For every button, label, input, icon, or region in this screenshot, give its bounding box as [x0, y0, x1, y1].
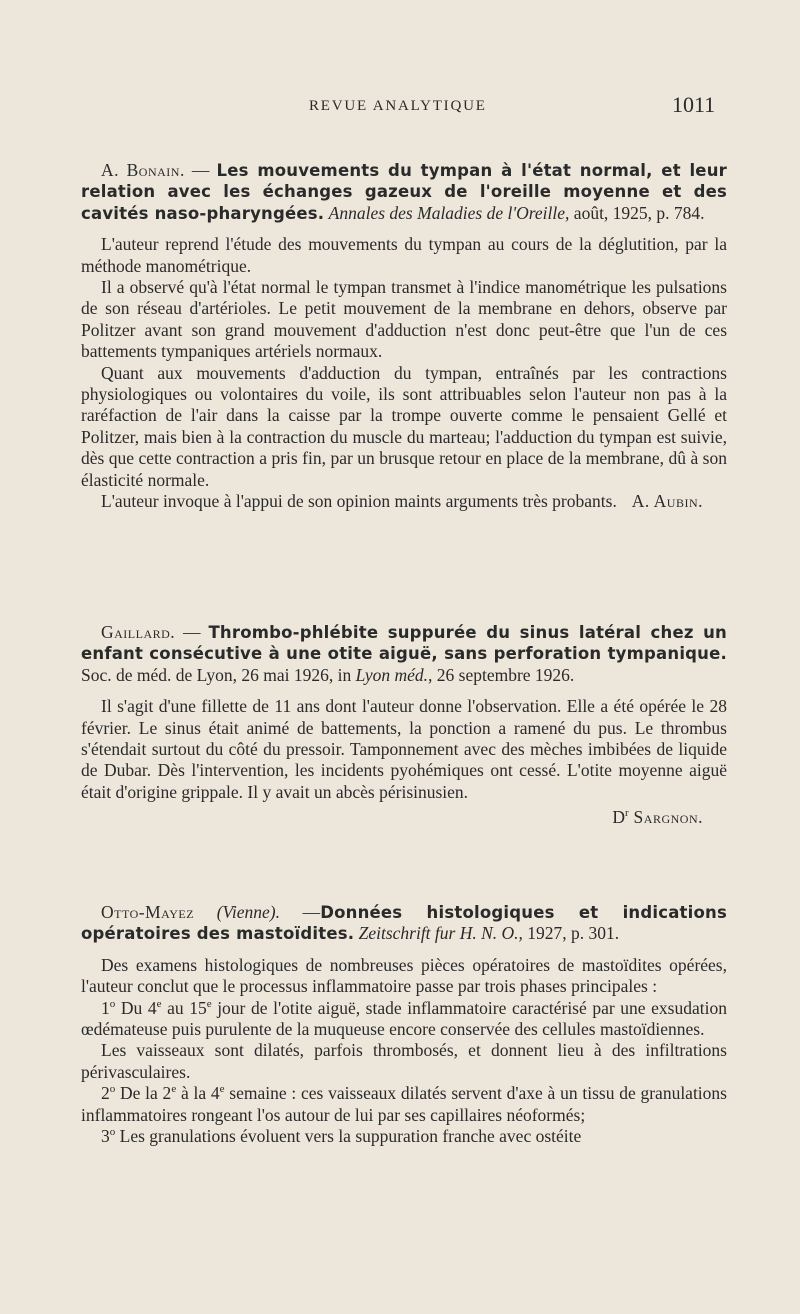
citation: 1927, p. 301.: [522, 923, 620, 944]
article-title: Thrombo-phlébite suppurée du sinus latéral chez un enfant consécutive à une otite aiguë, sans perforation tympanique.: [81, 623, 728, 664]
reviewer-signature: $D^r$ Sargnon.: [612, 807, 703, 828]
paragraph: Il s'agit d'une fillette de 11 ans dont l'auteur donne l'observation. Elle a été opérée le 28 février. Le sinus était animé de battements, la ponction a ramené du pus. Le thrombus s'étendait surtout du côté du pressoir. Tamponnement avec des mèches imbibées de liquide de Dubar. Dès l'intervention, les incidents pyohémiques ont cessé. L'otite moyenne aiguë était d'origine grippale. Il y avait un abcès périsinusien.: [81, 696, 727, 802]
article-heading: [81, 160, 727, 224]
running-title: REVUE ANALYTIQUE: [309, 98, 487, 114]
paragraph: Il a observé qu'à l'état normal le tympan transmet à l'indice manométrique les pulsations de son réseau d'artérioles. Le petit mouvement de la membrane en dehors, observe par Politzer avant son grand mouvement d'adduction n'est donc peut-être que l'un de ces battements tympaniques artériels normaux.: [81, 277, 727, 362]
article-title: Données histologiques et indications opératoires des mastoïdites.: [81, 903, 727, 944]
running-head: [0, 92, 800, 122]
article-author: Gaillard.: [101, 622, 176, 642]
journal-name: Annales des Maladies de l'Oreille,: [328, 202, 570, 223]
citation: août, 1925, p. 784.: [569, 202, 705, 223]
heading-separator: —: [175, 622, 209, 642]
article-author: A. Bonain.: [101, 160, 185, 180]
citation-end: 26 septembre 1926.: [432, 664, 575, 685]
page-number: 1011: [672, 92, 716, 117]
review-article-otto-mayez: [81, 902, 727, 1147]
heading-separator: —: [280, 902, 321, 922]
article-title: Les mouvements du tympan à l'état normal, et leur relation avec les échanges gazeux de l'oreille moyenne et des cavités naso-pharyngées.: [81, 161, 727, 223]
author-place: (Vienne).: [194, 902, 281, 922]
paragraph: L'auteur reprend l'étude des mouvements du tympan au cours de la déglutition, par la méthode manométrique.: [81, 234, 727, 276]
journal-name: Zeitschrift fur H. N. O.,: [354, 923, 523, 944]
heading-separator: —: [184, 160, 217, 180]
list-item: 3$^o$ Les granulations évoluent vers la suppuration franche avec ostéite: [101, 1126, 582, 1147]
paragraph: Des examens histologiques de nombreuses pièces opératoires de mastoïdites opérées, l'auteur conclut que le processus inflammatoire passe par trois phases principales :: [81, 954, 727, 997]
journal-name: Lyon méd.,: [355, 664, 433, 685]
list-item: 1$^o$ Du 4e au 15e jour de l'otite aiguë, stade inflammatoire caractérisé par une exsudation œdémateuse puis purulente de la muqueuse encore conservée des cellules mastoïdiennes.: [81, 997, 727, 1040]
article-heading: [81, 622, 727, 686]
paragraph: L'auteur invoque à l'appui de son opinion maints arguments très probants.: [101, 491, 617, 512]
review-article-gaillard: [81, 622, 727, 829]
article-heading: [81, 902, 727, 945]
reviewer-signature: A. Aubin.: [631, 491, 703, 512]
list-item: 2$^o$ De la 2e à la 4e semaine : ces vaisseaux dilatés servent d'axe à un tissu de granulations inflammatoires rongeant l'os autour de lui par ses capillaires néoformés;: [81, 1083, 727, 1125]
paragraph: Les vaisseaux sont dilatés, parfois thrombosés, et donnent lieu à des infiltrations périvasculaires.: [81, 1040, 727, 1082]
review-article-bonain: [81, 160, 727, 513]
citation: Soc. de méd. de Lyon, 26 mai 1926, in: [81, 664, 356, 685]
paragraph: Quant aux mouvements d'adduction du tympan, entraînés par les contractions physiologiques ou volontaires du voile, ils sont attribuables selon l'auteur non pas à la raréfaction de l'air dans la caisse par la trompe ouverte comme le pensaient Gellé et Politzer, mais bien à la contraction du muscle du marteau; l'adduction du tympan est suivie, dès que cette contraction a pris fin, par un brusque retour en place de la membrane, dû à son élasticité normale.: [81, 362, 727, 490]
article-author: Otto-Mayez: [101, 902, 195, 922]
